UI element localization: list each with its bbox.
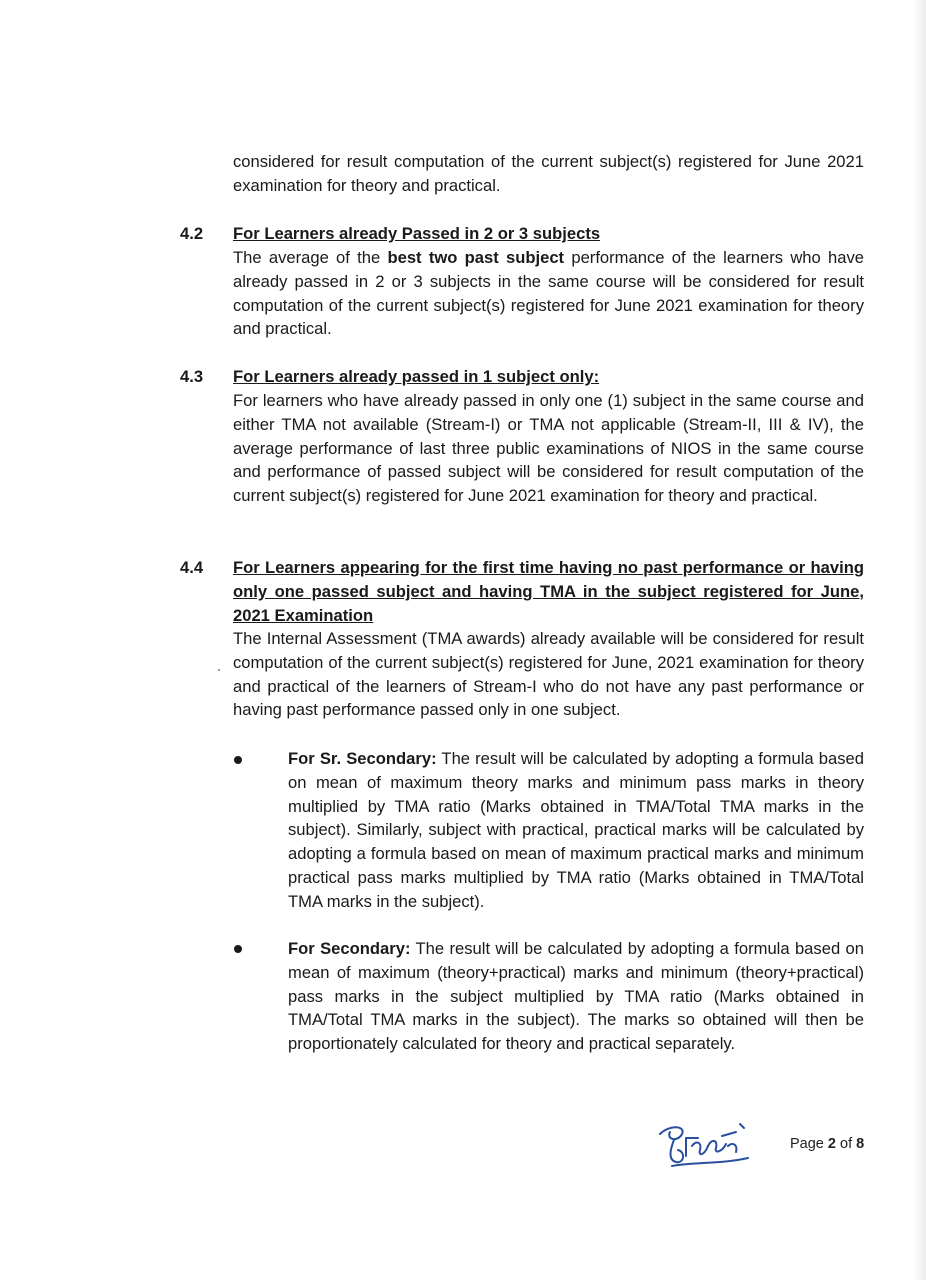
scan-speck <box>218 669 220 671</box>
signature-icon <box>652 1116 762 1176</box>
section-heading-4-2: For Learners already Passed in 2 or 3 subjects <box>233 224 601 243</box>
bullet-icon <box>234 945 242 953</box>
section-body-4-2-emphasis: best two past subject <box>387 248 565 267</box>
section-heading-4-4: For Learners appearing for the first time having no past performance or having only one passed subject and having TMA in the subject registered for June, 2021 Examination <box>233 558 864 625</box>
page-current: 2 <box>827 1136 836 1152</box>
section-body-4-2-start: The average of the <box>233 248 388 267</box>
bullet-label: For Sr. Secondary: <box>288 749 437 768</box>
bullet-sr-secondary <box>288 747 864 914</box>
page-edge-shadow <box>912 0 926 1280</box>
section-body-4-2 <box>233 246 864 341</box>
section-body-4-3: For learners who have already passed in only one (1) subject in the same course and either TMA not available (Stream-I) or TMA not applicable (Stream-II, III & IV), the average performance of last three public examinations of NIOS in the same course and performance of passed subject will be considered for result computation of the current subject(s) registered for June 2021 examination for theory and practical. <box>233 391 864 506</box>
bullet-body: The result will be calculated by adopting a formula based on mean of maximum theory marks and minimum pass marks in theory multiplied by TMA ratio (Marks obtained in TMA/Total TMA marks in the subject). Similarly, subject with practical, practical marks will be calculated by adopting a formula based on mean of maximum practical marks and minimum practical pass marks multiplied by TMA ratio (Marks obtained in TMA/Total TMA marks in the subject). <box>288 749 864 911</box>
section-number-4-3: 4.3 <box>180 367 204 386</box>
section-number-4-2: 4.2 <box>180 224 204 243</box>
section-heading-4-3: For Learners already passed in 1 subject only: <box>233 367 600 386</box>
section-body-4-2-end: performance of the learners who have already passed in 2 or 3 subjects in the same course will be considered for result computation of the current subject(s) registered for June 2021 examination for theory and practical. <box>233 248 864 339</box>
bullet-body: The result will be calculated by adopting a formula based on mean of maximum (theory+practical) marks and minimum (theory+practical) pass marks in the subject multiplied by TMA ratio (Marks obtained in TMA/Total TMA marks in the subject). The marks so obtained will then be proportionately calculated for theory and practical separately. <box>288 939 864 1054</box>
bullet-icon <box>234 756 242 764</box>
section-number-4-4: 4.4 <box>180 558 204 577</box>
page-separator: of <box>835 1136 857 1152</box>
intro-paragraph: considered for result computation of the current subject(s) registered for June 2021 examination for theory and practical. <box>233 152 864 195</box>
page-total: 8 <box>856 1136 865 1152</box>
bullet-label: For Secondary: <box>288 939 411 958</box>
page-number <box>790 1136 864 1152</box>
page-prefix: Page <box>790 1136 828 1152</box>
bullet-secondary <box>288 937 864 1056</box>
section-body-4-4: The Internal Assessment (TMA awards) already available will be considered for result computation of the current subject(s) registered for June, 2021 examination for theory and practical of the learners of Stream-I who do not have any past performance or having past performance passed only in one subject. <box>233 629 864 720</box>
